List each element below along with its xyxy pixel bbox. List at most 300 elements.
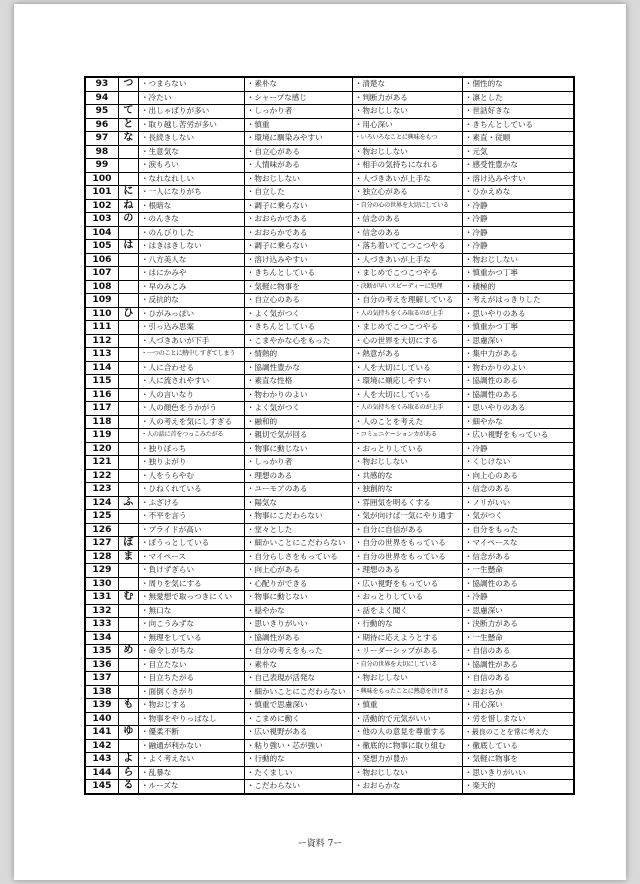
table-row bbox=[85, 132, 574, 146]
trait-negative: ・早のみこみ bbox=[138, 280, 244, 294]
table-row bbox=[85, 685, 574, 699]
trait-reframe-1: ・慎重で思慮深い bbox=[244, 699, 352, 713]
trait-negative: ・物おじする bbox=[138, 699, 244, 713]
row-kana bbox=[118, 631, 138, 645]
row-kana bbox=[118, 159, 138, 173]
trait-negative: ・人に流されやすい bbox=[138, 375, 244, 389]
trait-reframe-3: ・協調性がある bbox=[462, 658, 574, 672]
trait-negative: ・出しゃばりが多い bbox=[138, 105, 244, 119]
table-row bbox=[85, 429, 574, 443]
table-row bbox=[85, 564, 574, 578]
trait-negative: ・乱暴な bbox=[138, 766, 244, 780]
table-row bbox=[85, 280, 574, 294]
table-row bbox=[85, 361, 574, 375]
trait-reframe-1: ・こまやかな心をもった bbox=[244, 334, 352, 348]
trait-reframe-1: ・心配りができる bbox=[244, 577, 352, 591]
row-kana bbox=[118, 672, 138, 686]
row-number: 127 bbox=[85, 537, 118, 551]
table-row bbox=[85, 91, 574, 105]
trait-negative: ・冷たい bbox=[138, 91, 244, 105]
row-number: 138 bbox=[85, 685, 118, 699]
row-number: 94 bbox=[85, 91, 118, 105]
row-kana: め bbox=[118, 645, 138, 659]
trait-reframe-2: ・活動的で元気がいい bbox=[352, 712, 462, 726]
trait-negative: ・無理をしている bbox=[138, 631, 244, 645]
trait-reframe-2: ・物おじしない bbox=[352, 766, 462, 780]
trait-reframe-3: ・元気 bbox=[462, 145, 574, 159]
trait-reframe-3: ・一生懸命 bbox=[462, 564, 574, 578]
trait-reframe-2: ・物おじしない bbox=[352, 456, 462, 470]
trait-reframe-2: ・話をよく聞く bbox=[352, 604, 462, 618]
trait-reframe-3: ・冷静 bbox=[462, 240, 574, 254]
row-number: 139 bbox=[85, 699, 118, 713]
trait-reframe-1: ・自己表現が活発な bbox=[244, 672, 352, 686]
trait-reframe-1: ・思いきりがいい bbox=[244, 618, 352, 632]
table-row bbox=[85, 105, 574, 119]
trait-reframe-2: ・自分に自信がある bbox=[352, 523, 462, 537]
trait-reframe-2: ・心の世界を大切にする bbox=[352, 334, 462, 348]
trait-reframe-1: ・気軽に物事を bbox=[244, 280, 352, 294]
trait-reframe-1: ・情熱的 bbox=[244, 348, 352, 362]
table-row bbox=[85, 550, 574, 564]
trait-reframe-3: ・協調性のある bbox=[462, 375, 574, 389]
row-kana bbox=[118, 267, 138, 281]
row-number: 104 bbox=[85, 226, 118, 240]
trait-reframe-1: ・自立心がある bbox=[244, 145, 352, 159]
trait-negative: ・ひねくれている bbox=[138, 483, 244, 497]
table-row bbox=[85, 172, 574, 186]
trait-negative: ・目立ちたがる bbox=[138, 672, 244, 686]
trait-reframe-3: ・物おじしない bbox=[462, 253, 574, 267]
row-kana: よ bbox=[118, 753, 138, 767]
trait-reframe-2: ・用心深い bbox=[352, 118, 462, 132]
row-number: 101 bbox=[85, 186, 118, 200]
trait-reframe-3: ・自信のある bbox=[462, 672, 574, 686]
row-kana bbox=[118, 280, 138, 294]
row-kana bbox=[118, 658, 138, 672]
trait-negative: ・生意気な bbox=[138, 145, 244, 159]
row-number: 105 bbox=[85, 240, 118, 254]
row-kana: る bbox=[118, 780, 138, 794]
table-row bbox=[85, 402, 574, 416]
table-row bbox=[85, 766, 574, 780]
row-kana: つ bbox=[118, 77, 138, 91]
trait-reframe-1: ・シャープな感じ bbox=[244, 91, 352, 105]
row-number: 132 bbox=[85, 604, 118, 618]
table-row bbox=[85, 334, 574, 348]
trait-reframe-1: ・細かいことにこだわらない bbox=[244, 537, 352, 551]
trait-reframe-3: ・最良のことを常に考えた bbox=[462, 726, 574, 740]
trait-negative: ・人に合わせる bbox=[138, 361, 244, 375]
trait-reframe-2: ・まじめでこつこつやる bbox=[352, 321, 462, 335]
row-kana: ね bbox=[118, 199, 138, 213]
trait-reframe-1: ・よく気がつく bbox=[244, 307, 352, 321]
trait-reframe-3: ・思いきりがいい bbox=[462, 766, 574, 780]
table-row bbox=[85, 658, 574, 672]
table-row bbox=[85, 118, 574, 132]
trait-reframe-3: ・慎重かつ丁寧 bbox=[462, 267, 574, 281]
row-number: 144 bbox=[85, 766, 118, 780]
trait-reframe-1: ・融和的 bbox=[244, 415, 352, 429]
trait-negative: ・優柔不断 bbox=[138, 726, 244, 740]
trait-reframe-3: ・信念がある bbox=[462, 550, 574, 564]
row-number: 100 bbox=[85, 172, 118, 186]
trait-reframe-3: ・思いやりのある bbox=[462, 307, 574, 321]
row-kana: ゆ bbox=[118, 726, 138, 740]
trait-table-body bbox=[85, 77, 574, 794]
trait-reframe-3: ・個性的な bbox=[462, 77, 574, 91]
trait-reframe-2: ・信念のある bbox=[352, 213, 462, 227]
trait-reframe-2: ・自分の世界をもっている bbox=[352, 537, 462, 551]
trait-negative: ・ルーズな bbox=[138, 780, 244, 794]
row-kana bbox=[118, 618, 138, 632]
trait-reframe-1: ・堂々とした bbox=[244, 523, 352, 537]
row-number: 125 bbox=[85, 510, 118, 524]
table-row bbox=[85, 537, 574, 551]
trait-negative: ・ぼうっとしている bbox=[138, 537, 244, 551]
row-number: 134 bbox=[85, 631, 118, 645]
row-kana bbox=[118, 523, 138, 537]
trait-negative: ・プライドが高い bbox=[138, 523, 244, 537]
row-number: 109 bbox=[85, 294, 118, 308]
table-row bbox=[85, 712, 574, 726]
trait-negative: ・人づきあいが下手 bbox=[138, 334, 244, 348]
row-kana bbox=[118, 388, 138, 402]
trait-reframe-2: ・自分の考えを理解している bbox=[352, 294, 462, 308]
trait-negative: ・命令しがちな bbox=[138, 645, 244, 659]
trait-reframe-1: ・素朴な bbox=[244, 658, 352, 672]
trait-reframe-2: ・人を大切にしている bbox=[352, 361, 462, 375]
trait-reframe-2: ・物おじしない bbox=[352, 105, 462, 119]
trait-negative: ・根暗な bbox=[138, 199, 244, 213]
trait-reframe-2: ・共感的な bbox=[352, 469, 462, 483]
trait-reframe-3: ・気がつく bbox=[462, 510, 574, 524]
row-number: 96 bbox=[85, 118, 118, 132]
trait-negative: ・向こうみずな bbox=[138, 618, 244, 632]
table-row bbox=[85, 523, 574, 537]
row-number: 113 bbox=[85, 348, 118, 362]
trait-reframe-2: ・独立心がある bbox=[352, 186, 462, 200]
row-kana bbox=[118, 739, 138, 753]
trait-reframe-3: ・向上心のある bbox=[462, 469, 574, 483]
trait-reframe-1: ・たくましい bbox=[244, 766, 352, 780]
trait-reframe-1: ・環境に馴染みやすい bbox=[244, 132, 352, 146]
trait-reframe-2: ・広い視野をもっている bbox=[352, 577, 462, 591]
table-row bbox=[85, 618, 574, 632]
table-row bbox=[85, 253, 574, 267]
row-number: 135 bbox=[85, 645, 118, 659]
trait-reframe-2: ・人の気持ちをくみ取るのが上手 bbox=[352, 402, 462, 416]
row-kana: は bbox=[118, 240, 138, 254]
trait-reframe-1: ・素直な性格 bbox=[244, 375, 352, 389]
trait-negative: ・ふざける bbox=[138, 496, 244, 510]
trait-negative: ・無愛想で取っつきにくい bbox=[138, 591, 244, 605]
table-row bbox=[85, 240, 574, 254]
trait-negative: ・融通が利かない bbox=[138, 739, 244, 753]
table-row bbox=[85, 631, 574, 645]
trait-reframe-3: ・用心深い bbox=[462, 699, 574, 713]
trait-negative: ・人の話に首をつっこみたがる bbox=[138, 429, 244, 443]
row-number: 131 bbox=[85, 591, 118, 605]
trait-negative: ・なれなれしい bbox=[138, 172, 244, 186]
row-kana: て bbox=[118, 105, 138, 119]
trait-reframe-2: ・人づきあいが上手な bbox=[352, 253, 462, 267]
trait-reframe-1: ・よく気がつく bbox=[244, 402, 352, 416]
trait-negative: ・引っ込み思案 bbox=[138, 321, 244, 335]
row-kana bbox=[118, 91, 138, 105]
row-number: 108 bbox=[85, 280, 118, 294]
table-row bbox=[85, 739, 574, 753]
trait-reframe-1: ・理想のある bbox=[244, 469, 352, 483]
trait-negative: ・一人になりがち bbox=[138, 186, 244, 200]
row-number: 129 bbox=[85, 564, 118, 578]
trait-negative: ・人の言いなり bbox=[138, 388, 244, 402]
trait-reframe-1: ・きちんとしている bbox=[244, 321, 352, 335]
page-footer: ー資料 7ー bbox=[297, 839, 343, 849]
row-kana bbox=[118, 456, 138, 470]
row-kana bbox=[118, 226, 138, 240]
row-kana bbox=[118, 604, 138, 618]
table-row bbox=[85, 456, 574, 470]
trait-reframe-2: ・いろいろなことに興味をもつ bbox=[352, 132, 462, 146]
row-number: 98 bbox=[85, 145, 118, 159]
row-number: 107 bbox=[85, 267, 118, 281]
row-kana bbox=[118, 685, 138, 699]
row-number: 95 bbox=[85, 105, 118, 119]
trait-negative: ・一つのことに熱中しすぎてしまう bbox=[138, 348, 244, 362]
trait-reframe-1: ・きちんとしている bbox=[244, 267, 352, 281]
row-kana bbox=[118, 294, 138, 308]
trait-reframe-3: ・細やかな bbox=[462, 415, 574, 429]
row-kana: ら bbox=[118, 766, 138, 780]
trait-reframe-3: ・集中力がある bbox=[462, 348, 574, 362]
trait-reframe-3: ・おおらか bbox=[462, 685, 574, 699]
row-number: 133 bbox=[85, 618, 118, 632]
row-number: 103 bbox=[85, 213, 118, 227]
table-row bbox=[85, 442, 574, 456]
table-row bbox=[85, 591, 574, 605]
trait-reframe-1: ・調子に乗らない bbox=[244, 240, 352, 254]
trait-reframe-1: ・こまめに動く bbox=[244, 712, 352, 726]
trait-negative: ・不平を言う bbox=[138, 510, 244, 524]
trait-negative: ・八方美人な bbox=[138, 253, 244, 267]
row-kana bbox=[118, 361, 138, 375]
row-kana bbox=[118, 375, 138, 389]
trait-reframe-1: ・人情味がある bbox=[244, 159, 352, 173]
trait-reframe-2: ・相手の気持ちになれる bbox=[352, 159, 462, 173]
row-kana bbox=[118, 564, 138, 578]
trait-reframe-2: ・おおらかな bbox=[352, 780, 462, 794]
row-number: 123 bbox=[85, 483, 118, 497]
row-number: 130 bbox=[85, 577, 118, 591]
row-kana bbox=[118, 334, 138, 348]
trait-reframe-2: ・コミュニケーションカがある bbox=[352, 429, 462, 443]
trait-reframe-3: ・決断力がある bbox=[462, 618, 574, 632]
trait-reframe-2: ・慎重 bbox=[352, 699, 462, 713]
trait-negative: ・反抗的な bbox=[138, 294, 244, 308]
trait-reframe-3: ・積極的 bbox=[462, 280, 574, 294]
table-row bbox=[85, 77, 574, 91]
table-row bbox=[85, 348, 574, 362]
row-kana bbox=[118, 321, 138, 335]
trait-reframe-1: ・しっかり者 bbox=[244, 105, 352, 119]
trait-reframe-1: ・慎重 bbox=[244, 118, 352, 132]
table-row bbox=[85, 267, 574, 281]
trait-negative: ・よく考えない bbox=[138, 753, 244, 767]
trait-reframe-1: ・親切で気が回る bbox=[244, 429, 352, 443]
trait-table bbox=[84, 76, 575, 795]
trait-reframe-1: ・物事にこだわらない bbox=[244, 510, 352, 524]
row-number: 111 bbox=[85, 321, 118, 335]
trait-reframe-2: ・まじめでこつこつやる bbox=[352, 267, 462, 281]
trait-negative: ・周りを気にする bbox=[138, 577, 244, 591]
trait-reframe-2: ・おっとりしている bbox=[352, 442, 462, 456]
trait-reframe-2: ・理想のある bbox=[352, 564, 462, 578]
table-row bbox=[85, 213, 574, 227]
trait-reframe-2: ・発想力が豊か bbox=[352, 753, 462, 767]
row-kana bbox=[118, 348, 138, 362]
trait-reframe-2: ・雰囲気を明るくする bbox=[352, 496, 462, 510]
trait-negative: ・面倒くさがり bbox=[138, 685, 244, 699]
trait-reframe-1: ・粘り強い・芯が強い bbox=[244, 739, 352, 753]
trait-reframe-2: ・人づきあいが上手な bbox=[352, 172, 462, 186]
trait-reframe-1: ・自分らしさをもっている bbox=[244, 550, 352, 564]
trait-reframe-3: ・協調性のある bbox=[462, 388, 574, 402]
row-number: 117 bbox=[85, 402, 118, 416]
trait-reframe-3: ・広い視野をもっている bbox=[462, 429, 574, 443]
table-row bbox=[85, 186, 574, 200]
row-kana: の bbox=[118, 213, 138, 227]
table-row bbox=[85, 483, 574, 497]
row-kana: む bbox=[118, 591, 138, 605]
trait-reframe-2: ・徹底的に物事に取り組む bbox=[352, 739, 462, 753]
trait-negative: ・取り越し苦労が多い bbox=[138, 118, 244, 132]
trait-negative: ・のんきな bbox=[138, 213, 244, 227]
row-number: 110 bbox=[85, 307, 118, 321]
row-kana bbox=[118, 415, 138, 429]
table-row bbox=[85, 496, 574, 510]
row-number: 140 bbox=[85, 712, 118, 726]
trait-reframe-3: ・協調性のある bbox=[462, 577, 574, 591]
table-row bbox=[85, 699, 574, 713]
trait-reframe-3: ・世話好きな bbox=[462, 105, 574, 119]
trait-reframe-3: ・一生懸命 bbox=[462, 631, 574, 645]
row-number: 136 bbox=[85, 658, 118, 672]
trait-reframe-2: ・気が向けば一気にやり通す bbox=[352, 510, 462, 524]
trait-negative: ・人の考えを気にしすぎる bbox=[138, 415, 244, 429]
trait-reframe-1: ・物事に動じない bbox=[244, 591, 352, 605]
table-row bbox=[85, 388, 574, 402]
trait-reframe-2: ・熱意がある bbox=[352, 348, 462, 362]
table-row bbox=[85, 780, 574, 794]
trait-negative: ・のんびりした bbox=[138, 226, 244, 240]
trait-reframe-3: ・自信のある bbox=[462, 645, 574, 659]
trait-reframe-2: ・清楚な bbox=[352, 77, 462, 91]
table-row bbox=[85, 226, 574, 240]
trait-reframe-2: ・自分の世界をもっている bbox=[352, 550, 462, 564]
trait-reframe-1: ・おおらかである bbox=[244, 226, 352, 240]
trait-reframe-1: ・おおらかである bbox=[244, 213, 352, 227]
trait-reframe-2: ・リーダーシップがある bbox=[352, 645, 462, 659]
trait-negative: ・目立たない bbox=[138, 658, 244, 672]
trait-reframe-2: ・物おじしない bbox=[352, 145, 462, 159]
trait-negative: ・独りよがり bbox=[138, 456, 244, 470]
trait-reframe-3: ・冷静 bbox=[462, 199, 574, 213]
row-kana: に bbox=[118, 186, 138, 200]
row-number: 102 bbox=[85, 199, 118, 213]
trait-reframe-1: ・向上心がある bbox=[244, 564, 352, 578]
trait-reframe-1: ・自立心のある bbox=[244, 294, 352, 308]
row-number: 124 bbox=[85, 496, 118, 510]
row-kana bbox=[118, 577, 138, 591]
trait-reframe-3: ・慎重かつ丁寧 bbox=[462, 321, 574, 335]
table-row bbox=[85, 753, 574, 767]
table-row bbox=[85, 307, 574, 321]
trait-reframe-3: ・労を惜しまない bbox=[462, 712, 574, 726]
row-number: 142 bbox=[85, 739, 118, 753]
row-number: 106 bbox=[85, 253, 118, 267]
table-row bbox=[85, 604, 574, 618]
row-kana: も bbox=[118, 699, 138, 713]
table-row bbox=[85, 159, 574, 173]
trait-reframe-2: ・他の人の意見を尊重する bbox=[352, 726, 462, 740]
trait-reframe-1: ・自分の考えをもった bbox=[244, 645, 352, 659]
row-number: 93 bbox=[85, 77, 118, 91]
trait-reframe-1: ・行動的な bbox=[244, 753, 352, 767]
table-row bbox=[85, 726, 574, 740]
table-row bbox=[85, 294, 574, 308]
trait-reframe-3: ・楽天的 bbox=[462, 780, 574, 794]
trait-reframe-3: ・冷静 bbox=[462, 591, 574, 605]
trait-reframe-2: ・興味をもったことに熱意を注げる bbox=[352, 685, 462, 699]
trait-reframe-3: ・思いやりのある bbox=[462, 402, 574, 416]
table-row bbox=[85, 469, 574, 483]
trait-negative: ・涙もろい bbox=[138, 159, 244, 173]
row-number: 145 bbox=[85, 780, 118, 794]
trait-reframe-2: ・人を大切にしている bbox=[352, 388, 462, 402]
trait-reframe-1: ・物おじしない bbox=[244, 172, 352, 186]
trait-negative: ・人をうらやむ bbox=[138, 469, 244, 483]
trait-reframe-2: ・決断が早いスピーディーに処理 bbox=[352, 280, 462, 294]
row-number: 116 bbox=[85, 388, 118, 402]
trait-reframe-3: ・素直・従順 bbox=[462, 132, 574, 146]
trait-reframe-2: ・人の気持ちをくみ取るのが上手 bbox=[352, 307, 462, 321]
trait-reframe-1: ・広い視野がある bbox=[244, 726, 352, 740]
table-row bbox=[85, 510, 574, 524]
trait-reframe-3: ・冷静 bbox=[462, 226, 574, 240]
row-number: 112 bbox=[85, 334, 118, 348]
trait-reframe-2: ・環境に順応しやすい bbox=[352, 375, 462, 389]
row-kana: ま bbox=[118, 550, 138, 564]
trait-negative: ・つまらない bbox=[138, 77, 244, 91]
row-kana bbox=[118, 712, 138, 726]
trait-reframe-2: ・期待に応えようとする bbox=[352, 631, 462, 645]
trait-negative: ・独りぼっち bbox=[138, 442, 244, 456]
row-number: 97 bbox=[85, 132, 118, 146]
table-row bbox=[85, 199, 574, 213]
trait-reframe-1: ・素朴な bbox=[244, 77, 352, 91]
table-row bbox=[85, 145, 574, 159]
table-row bbox=[85, 375, 574, 389]
trait-reframe-3: ・気軽に物事を bbox=[462, 753, 574, 767]
row-kana bbox=[118, 253, 138, 267]
row-kana: な bbox=[118, 132, 138, 146]
trait-reframe-1: ・物事に動じない bbox=[244, 442, 352, 456]
trait-reframe-3: ・考えがはっきりした bbox=[462, 294, 574, 308]
row-number: 99 bbox=[85, 159, 118, 173]
trait-negative: ・ひがみっぽい bbox=[138, 307, 244, 321]
trait-reframe-3: ・思慮深い bbox=[462, 334, 574, 348]
